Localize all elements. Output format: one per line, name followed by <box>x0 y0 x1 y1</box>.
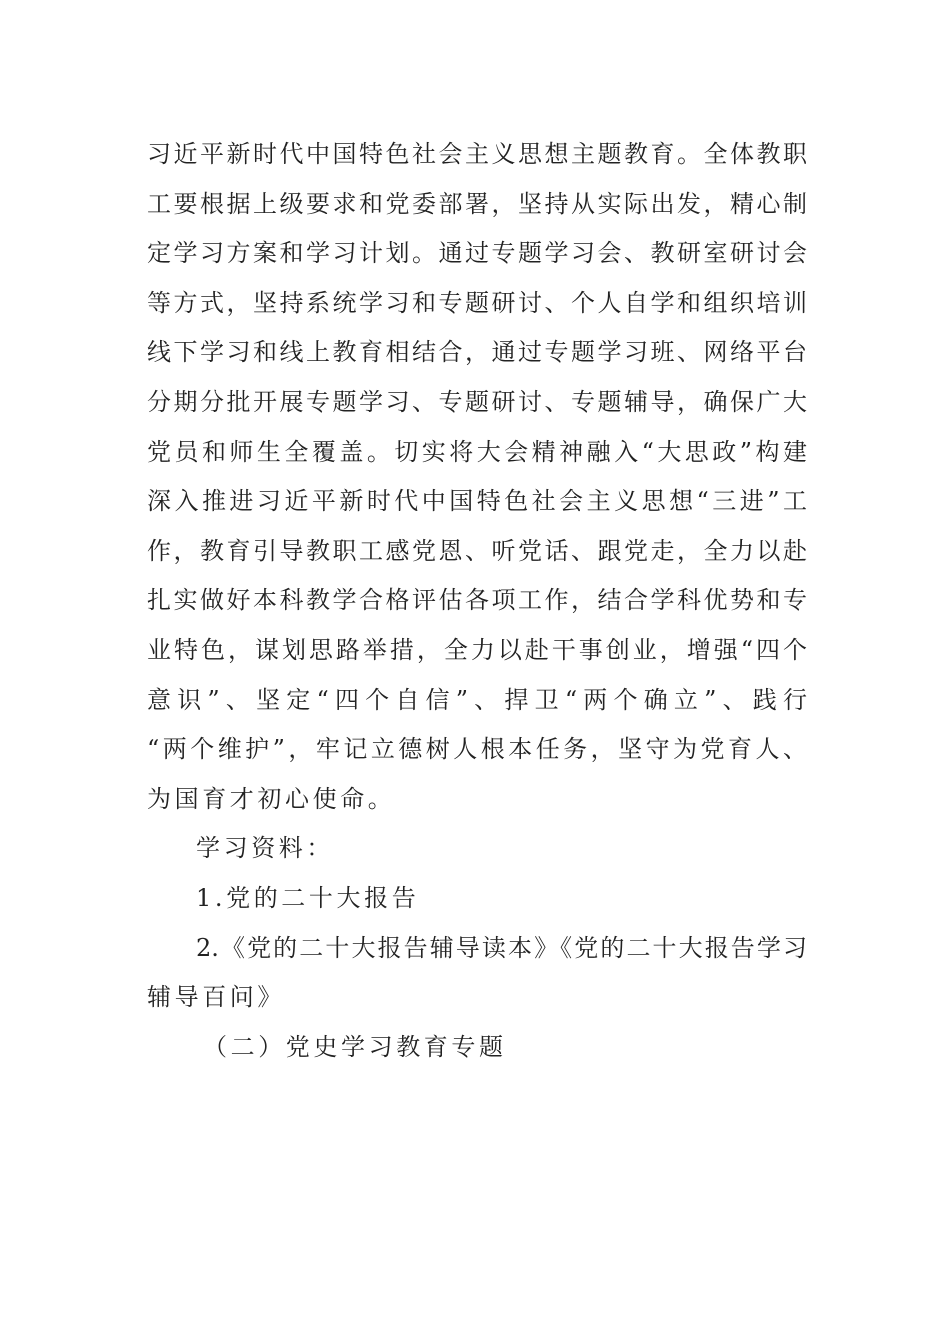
paragraph-line: 深入推进习近平新时代中国特色社会主义思想“三进”工 <box>147 487 807 516</box>
paragraph-line: 线下学习和线上教育相结合，通过专题学习班、网络平台 <box>147 338 807 367</box>
section-heading: （二）党史学习教育专题 <box>203 1032 507 1061</box>
paragraph-line: 习近平新时代中国特色社会主义思想主题教育。全体教职 <box>147 140 807 168</box>
paragraph-line: 工要根据上级要求和党委部署，坚持从实际出发，精心制 <box>147 189 807 218</box>
paragraph-line: 分期分批开展专题学习、专题研讨、专题辅导，确保广大 <box>147 387 807 416</box>
paragraph-line: 业特色，谋划思路举措，全力以赴干事创业，增强“四个 <box>147 635 807 664</box>
paragraph-line: 等方式，坚持系统学习和专题研讨、个人自学和组织培训 <box>147 288 807 317</box>
material-item-2-continuation <box>147 973 807 1023</box>
material-item-1: 1.党的二十大报告 <box>196 883 420 912</box>
paragraph-line: 定学习方案和学习计划。通过专题学习会、教研室研讨会 <box>147 239 807 268</box>
materials-heading: 学习资料： <box>196 834 334 863</box>
material-item-2: 2.《党的二十大报告辅导读本》《党的二十大报告学习 <box>196 933 807 962</box>
paragraph-line: 扎实做好本科教学合格评估各项工作，结合学科优势和专 <box>147 586 807 615</box>
paragraph-line: 作，教育引导教职工感党恩、听党话、跟党走，全力以赴 <box>147 536 807 565</box>
paragraph-line: 为国育才初心使命。 <box>147 784 396 813</box>
paragraph-line: 意识”、坚定“四个自信”、捍卫“两个确立”、践行 <box>147 685 807 714</box>
document-body <box>147 130 807 1072</box>
material-item-2-text: 辅导百问 <box>147 983 258 1012</box>
material-item-2-close-bracket: 》 <box>257 983 286 1012</box>
paragraph-line: 党员和师生全覆盖。切实将大会精神融入“大思政”构建 <box>147 437 807 466</box>
paragraph-line: “两个维护”，牢记立德树人根本任务，坚守为党育人、 <box>147 735 807 764</box>
